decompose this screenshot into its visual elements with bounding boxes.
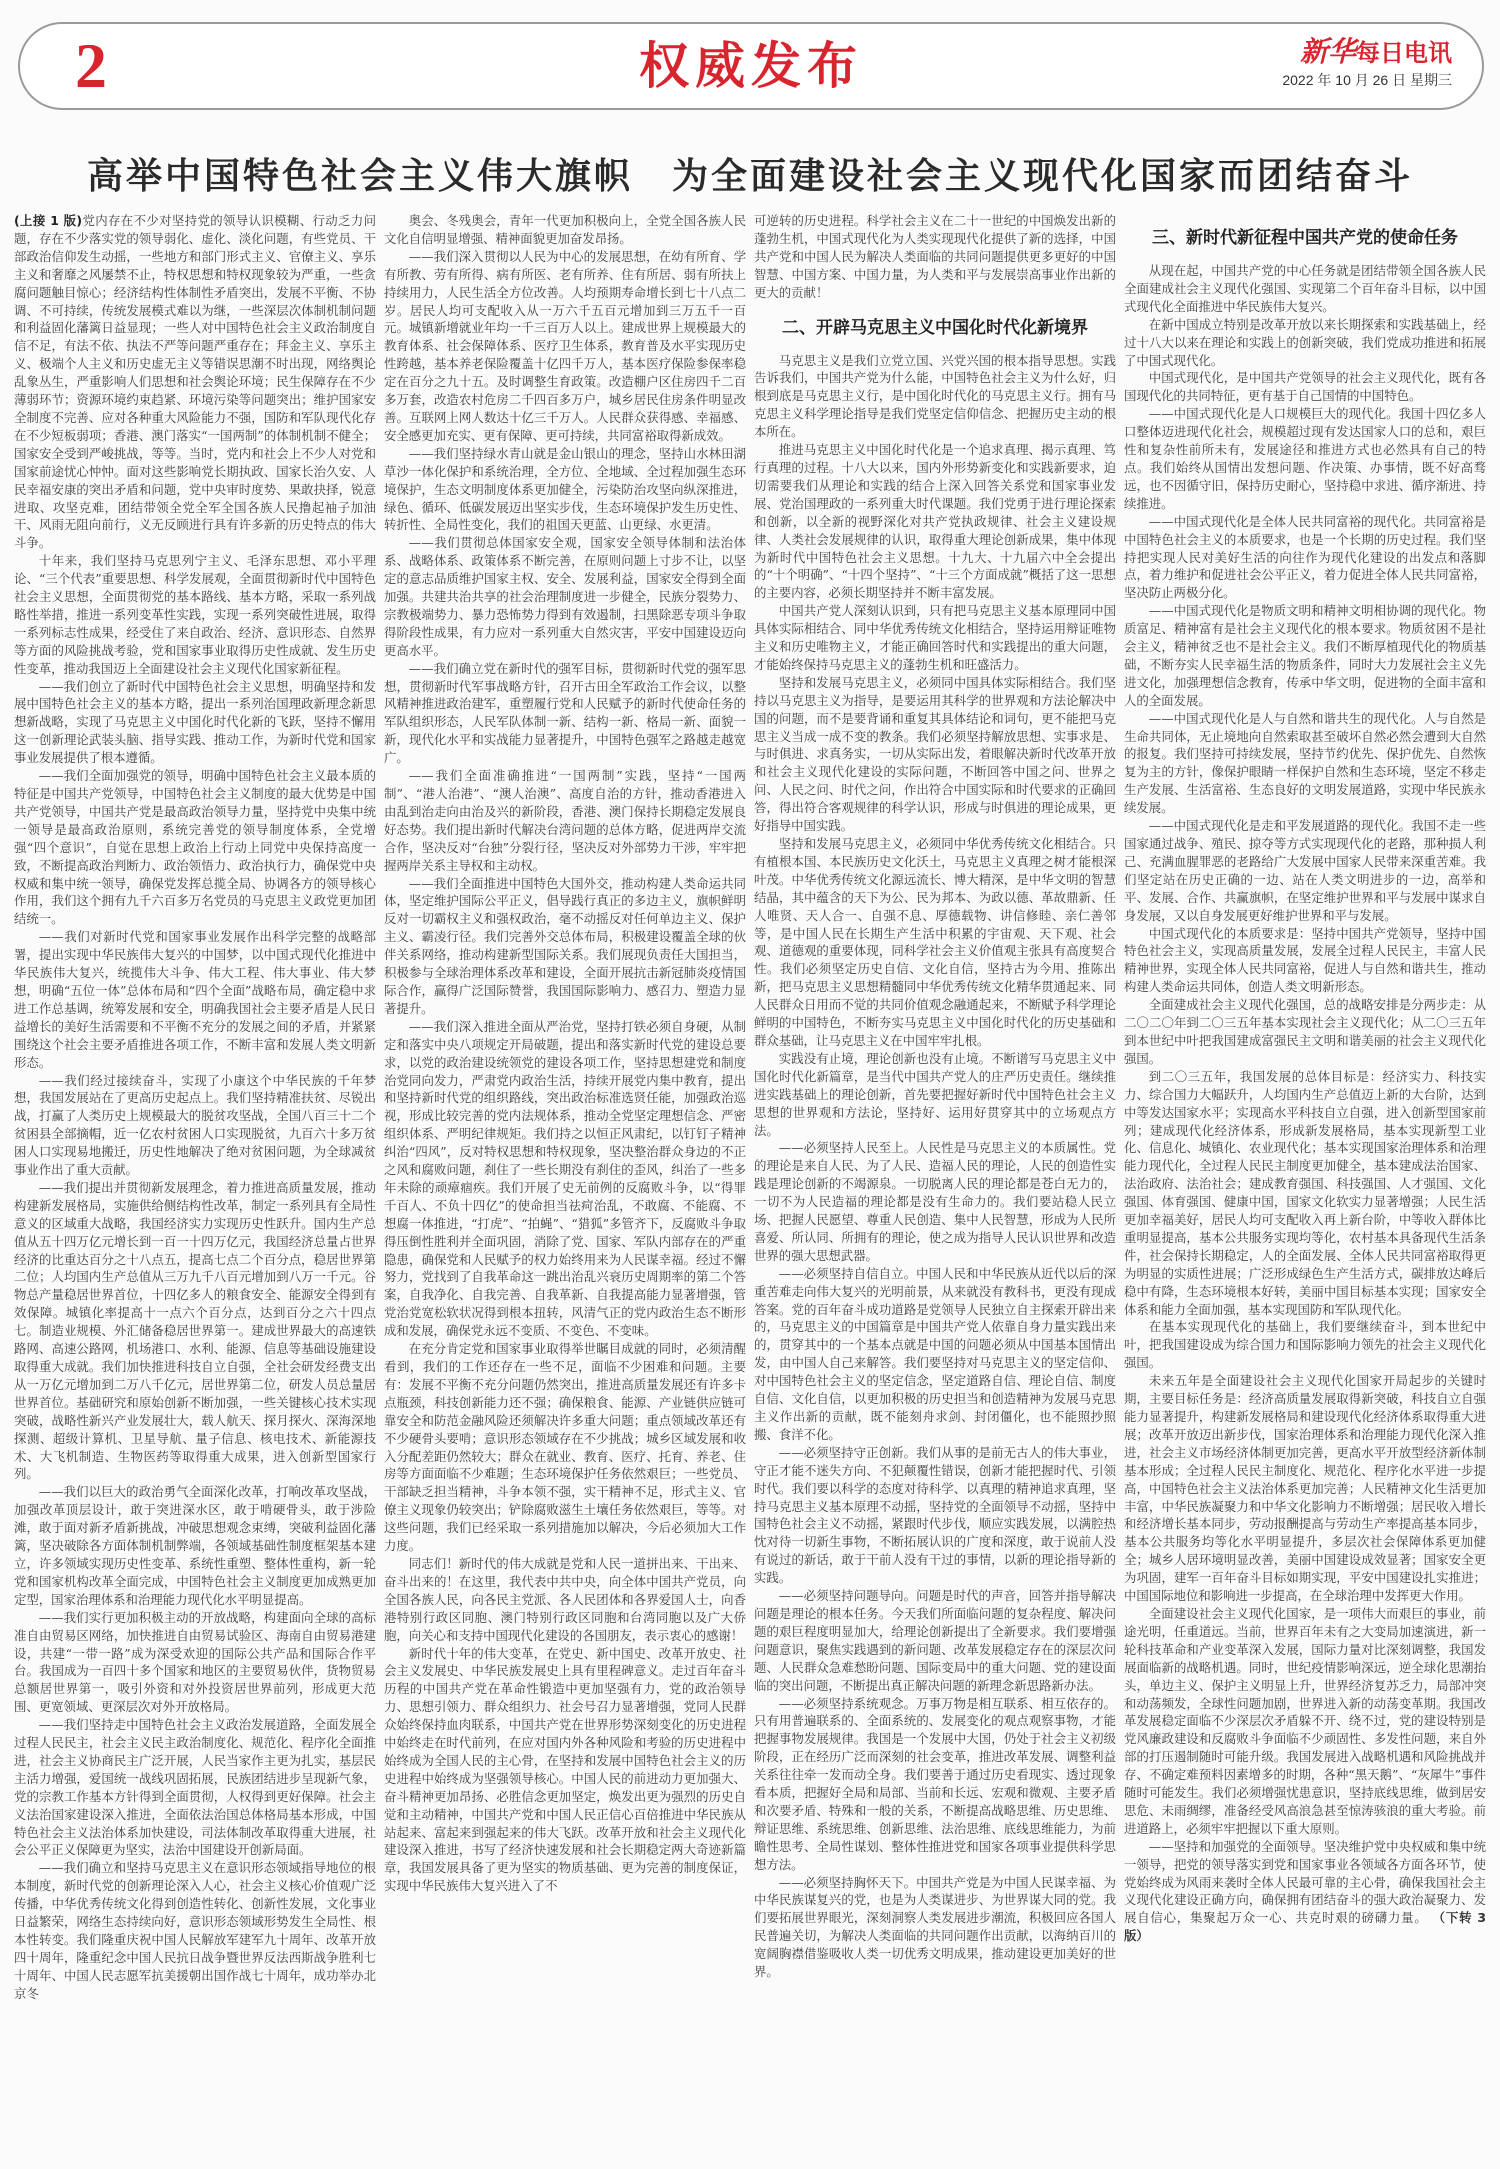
article-columns <box>14 212 1486 2162</box>
issue-date: 2022 年 10 月 26 日 星期三 <box>1282 72 1452 88</box>
section-subhead: 二、开辟马克思主义中国化时代化新境界 <box>782 317 1088 338</box>
paragraph: ——我们经过接续奋斗，实现了小康这个中华民族的千年梦想，我国发展站在了更高历史起点上。我们坚持精准扶贫、尽锐出战，打赢了人类历史上规模最大的脱贫攻坚战，全国八百三十二个贫困县全部摘帽，近一亿农村贫困人口实现脱贫，九百六十多万贫困人口实现易地搬迁，历史性地解决了绝对贫困问题，为全球减贫事业作出了重大贡献。 <box>14 1072 376 1178</box>
paragraph: 十年来，我们坚持马克思列宁主义、毛泽东思想、邓小平理论、“三个代表”重要思想、科学发展观，全面贯彻新时代中国特色社会主义思想，全面贯彻党的基本路线、基本方略，采取一系列战略性举措，推进一系列变革性实践，实现一系列突破性进展，取得一系列标志性成果，经受住了来自政治、经济、意识形态、自然界等方面的风险挑战考验，党和国家事业取得历史性成就、发生历史性变革，推动我国迈上全面建设社会主义现代化国家新征程。 <box>14 553 376 676</box>
paragraph: 在基本实现现代化的基础上，我们要继续奋斗，到本世纪中叶，把我国建设成为综合国力和国际影响力领先的社会主义现代化强国。 <box>1124 1319 1486 1371</box>
paragraph: 在新中国成立特别是改革开放以来长期探索和实践基础上，经过十八大以来在理论和实践上的创新突破，我们党成功推进和拓展了中国式现代化。 <box>1124 316 1486 368</box>
paragraph: 在充分肯定党和国家事业取得举世瞩目成就的同时，必须清醒看到，我们的工作还存在一些不足，面临不少困难和问题。主要有：发展不平衡不充分问题仍然突出，推进高质量发展还有许多卡点瓶颈，科技创新能力还不强；确保粮食、能源、产业链供应链可靠安全和防范金融风险还须解决许多重大问题；重点领域改革还有不少硬骨头要啃；意识形态领域存在不少挑战；城乡区域发展和收入分配差距仍然较大；群众在就业、教育、医疗、托育、养老、住房等方面面临不少难题；生态环境保护任务依然艰巨；一些党员、干部缺乏担当精神，斗争本领不强，实干精神不足，形式主义、官僚主义现象仍较突出；铲除腐败滋生土壤任务依然艰巨，等等。对这些问题，我们已经采取一系列措施加以解决，今后必须加大工作力度。 <box>384 1341 746 1554</box>
column-2 <box>384 212 746 2162</box>
brand-block <box>1282 36 1452 91</box>
paragraph: ——我们全面准确推进“一国两制”实践，坚持“一国两制”、“港人治港”、“澳人治澳”、高度自治的方针，推动香港进入由乱到治走向由治及兴的新阶段，香港、澳门保持长期稳定发展良好态势。我们提出新时代解决台湾问题的总体方略，促进两岸交流合作，坚决反对“台独”分裂行径，坚决反对外部势力干涉，牢牢把握两岸关系主导权和主动权。 <box>384 768 746 873</box>
paragraph: 可逆转的历史进程。科学社会主义在二十一世纪的中国焕发出新的蓬勃生机，中国式现代化为人类实现现代化提供了新的选择，中国共产党和中国人民为解决人类面临的共同问题提供更多更好的中国智慧、中国方案、中国力量，为人类和平与发展崇高事业作出新的更大的贡献！ <box>754 213 1116 300</box>
paragraph: 中国共产党人深刻认识到，只有把马克思主义基本原理同中国具体实际相结合、同中华优秀传统文化相结合，坚持运用辩证唯物主义和历史唯物主义，才能正确回答时代和实践提出的重大问题，才能始终保持马克思主义的蓬勃生机和旺盛活力。 <box>754 603 1116 672</box>
paragraph: 奥会、冬残奥会，青年一代更加积极向上，全党全国各族人民文化自信明显增强、精神面貌更加奋发昂扬。 <box>384 213 746 246</box>
paragraph: ——中国式现代化是人与自然和谐共生的现代化。人与自然是生命共同体，无止境地向自然索取甚至破坏自然必然会遭到大自然的报复。我们坚持可持续发展，坚持节约优先、保护优先、自然恢复为主的方针，像保护眼睛一样保护自然和生态环境，坚定不移走生产发展、生活富裕、生态良好的文明发展道路，实现中华民族永续发展。 <box>1124 710 1486 816</box>
paragraph: ——我们创立了新时代中国特色社会主义思想，明确坚持和发展中国特色社会主义的基本方略，提出一系列治国理政新理念新思想新战略，实现了马克思主义中国化时代化新的飞跃，坚持不懈用这一创新理论武装头脑、指导实践、推动工作，为新时代党和国家事业发展提供了根本遵循。 <box>14 678 376 766</box>
continued-on-label: （下转 3 版） <box>1124 1910 1486 1944</box>
brand-name: 每日电讯 <box>1356 38 1452 67</box>
continued-from-label: (上接 1 版) <box>14 213 83 228</box>
column-1 <box>14 212 376 2162</box>
paragraph: (上接 1 版)党内存在不少对坚持党的领导认识模糊、行动乏力问题，存在不少落实党的领导弱化、虚化、淡化问题，有些党员、干部政治信仰发生动摇，一些地方和部门形式主义、官僚主义、享乐主义和奢靡之风屡禁不止，特权思想和特权现象较为严重，一些贪腐问题触目惊心；经济结构性体制性矛盾突出，发展不平衡、不协调、不可持续，传统发展模式难以为继，一些深层次体制机制问题和利益固化藩篱日益显现；一些人对中国特色社会主义政治制度自信不足，有法不依、执法不严等问题严重存在；拜金主义、享乐主义、极端个人主义和历史虚无主义等错误思潮不时出现，网络舆论乱象丛生，严重影响人们思想和社会舆论环境；民生保障存在不少薄弱环节；资源环境约束趋紧、环境污染等问题突出；维护国家安全制度不完善、应对各种重大风险能力不强，国防和军队现代化存在不少短板弱项；香港、澳门落实“一国两制”的体制机制不健全；国家安全受到严峻挑战，等等。当时，党内和社会上不少人对党和国家前途忧心忡忡。面对这些影响党长期执政、国家长治久安、人民幸福安康的突出矛盾和问题，党中央审时度势、果敢抉择，锐意进取、攻坚克难，团结带领全党全军全国各族人民撸起袖子加油干、风雨无阻向前行，义无反顾进行具有许多新的历史特点的伟大斗争。 <box>14 213 376 551</box>
paragraph: ——中国式现代化是全体人民共同富裕的现代化。共同富裕是中国特色社会主义的本质要求，也是一个长期的历史过程。我们坚持把实现人民对美好生活的向往作为现代化建设的出发点和落脚点，着力维护和促进社会公平正义，着力促进全体人民共同富裕，坚决防止两极分化。 <box>1124 513 1486 601</box>
paragraph: 新时代十年的伟大变革，在党史、新中国史、改革开放史、社会主义发展史、中华民族发展史上具有里程碑意义。走过百年奋斗历程的中国共产党在革命性锻造中更加坚强有力，党的政治领导力、思想引领力、群众组织力、社会号召力显著增强，党同人民群众始终保持血肉联系，中国共产党在世界形势深刻变化的历史进程中始终走在时代前列，在应对国内外各种风险和考验的历史进程中始终成为全国人民的主心骨，在坚持和发展中国特色社会主义的历史进程中始终成为坚强领导核心。中国人民的前进动力更加强大、奋斗精神更加昂扬、必胜信念更加坚定，焕发出更为强烈的历史自觉和主动精神，中国共产党和中国人民正信心百倍推进中华民族从站起来、富起来到强起来的伟大飞跃。改革开放和社会主义现代化建设深入推进，书写了经济快速发展和社会长期稳定两大奇迹新篇章，我国发展具备了更为坚实的物质基础、更为完善的制度保证，实现中华民族伟大复兴进入了不 <box>384 1645 746 1894</box>
paragraph: ——我们全面推进中国特色大国外交，推动构建人类命运共同体，坚定维护国际公平正义，倡导践行真正的多边主义，旗帜鲜明反对一切霸权主义和强权政治，毫不动摇反对任何单边主义、保护主义、霸凌行径。我们完善外交总体布局，积极建设覆盖全球的伙伴关系网络，推动构建新型国际关系。我们展现负责任大国担当，积极参与全球治理体系改革和建设，全面开展抗击新冠肺炎疫情国际合作，赢得广泛国际赞誉，我国国际影响力、感召力、塑造力显著提升。 <box>384 875 746 1016</box>
paragraph: 到二〇三五年，我国发展的总体目标是：经济实力、科技实力、综合国力大幅跃升，人均国内生产总值迈上新的大台阶，达到中等发达国家水平；实现高水平科技自立自强，进入创新型国家前列；建成现代化经济体系，形成新发展格局，基本实现新型工业化、信息化、城镇化、农业现代化；基本实现国家治理体系和治理能力现代化，全过程人民民主制度更加健全，基本建成法治国家、法治政府、法治社会；建成教育强国、科技强国、人才强国、文化强国、体育强国、健康中国，国家文化软实力显著增强；人民生活更加幸福美好，居民人均可支配收入再上新台阶，中等收入群体比重明显提高，基本公共服务实现均等化，农村基本具备现代生活条件，社会保持长期稳定，人的全面发展、全体人民共同富裕取得更为明显的实质性进展；广泛形成绿色生产生活方式，碳排放达峰后稳中有降，生态环境根本好转，美丽中国目标基本实现；国家安全体系和能力全面加强，基本实现国防和军队现代化。 <box>1124 1068 1486 1317</box>
paragraph: 未来五年是全面建设社会主义现代化国家开局起步的关键时期，主要目标任务是：经济高质量发展取得新突破，科技自立自强能力显著提升，构建新发展格局和建设现代化经济体系取得重大进展；改革开放迈出新步伐，国家治理体系和治理能力现代化深入推进，社会主义市场经济体制更加完善，更高水平开放型经济新体制基本形成；全过程人民民主制度化、规范化、程序化水平进一步提高，中国特色社会主义法治体系更加完善；人民精神文化生活更加丰富，中华民族凝聚力和中华文化影响力不断增强；居民收入增长和经济增长基本同步，劳动报酬提高与劳动生产率提高基本同步，基本公共服务均等化水平明显提升，多层次社会保障体系更加健全；城乡人居环境明显改善，美丽中国建设成效显著；国家安全更为巩固，建军一百年奋斗目标如期实现，平安中国建设扎实推进；中国国际地位和影响进一步提高，在全球治理中发挥更大作用。 <box>1124 1373 1486 1604</box>
paragraph: ——必须坚持人民至上。人民性是马克思主义的本质属性。党的理论是来自人民、为了人民、造福人民的理论，人民的创造性实践是理论创新的不竭源泉。一切脱离人民的理论都是苍白无力的，一切不为人民造福的理论都是没有生命力的。我们要站稳人民立场、把握人民愿望、尊重人民创造、集中人民智慧，形成为人民所喜爱、所认同、所拥有的理论，使之成为指导人民认识世界和改造世界的强大思想武器。 <box>754 1140 1116 1263</box>
paragraph: 推进马克思主义中国化时代化是一个追求真理、揭示真理、笃行真理的过程。十八大以来，国内外形势新变化和实践新要求，迫切需要我们从理论和实践的结合上深入回答关系党和国家事业发展、党治国理政的一系列重大时代课题。我们党勇于进行理论探索和创新，以全新的视野深化对共产党执政规律、社会主义建设规律、人类社会发展规律的认识，取得重大理论创新成果，集中体现为新时代中国特色社会主义思想。十九大、十九届六中全会提出的“十个明确”、“十四个坚持”、“十三个方面成就”概括了这一思想的主要内容，必须长期坚持并不断丰富发展。 <box>754 442 1116 601</box>
paragraph: ——我们坚持绿水青山就是金山银山的理念，坚持山水林田湖草沙一体化保护和系统治理，全方位、全地域、全过程加强生态环境保护，生态文明制度体系更加健全，污染防治攻坚向纵深推进，绿色、循环、低碳发展迈出坚实步伐，生态环境保护发生历史性、转折性、全局性变化，我们的祖国天更蓝、山更绿、水更清。 <box>384 445 746 533</box>
paragraph: 中国式现代化，是中国共产党领导的社会主义现代化，既有各国现代化的共同特征，更有基于自己国情的中国特色。 <box>1124 370 1486 404</box>
paragraph: ——我们确立党在新时代的强军目标，贯彻新时代党的强军思想，贯彻新时代军事战略方针，召开古田全军政治工作会议，以整风精神推进政治建军，重塑履行党和人民赋予的新时代使命任务的军队组织形态，人民军队体制一新、结构一新、格局一新、面貌一新，现代化水平和实战能力显著提升，中国特色强军之路越走越宽广。 <box>384 660 746 766</box>
paragraph: ——我们提出并贯彻新发展理念，着力推进高质量发展，推动构建新发展格局，实施供给侧结构性改革，制定一系列具有全局性意义的区域重大战略，我国经济实力实现历史性跃升。国内生产总值从五十四万亿元增长到一百一十四万亿元，我国经济总量占世界经济的比重达百分之十八点五，提高七点二个百分点，稳居世界第二位；人均国内生产总值从三万九千八百元增加到八万一千元。谷物总产量稳居世界首位，十四亿多人的粮食安全、能源安全得到有效保障。城镇化率提高十一点六个百分点，达到百分之六十四点七。制造业规模、外汇储备稳居世界第一。建成世界最大的高速铁路网、高速公路网，机场港口、水利、能源、信息等基础设施建设取得重大成就。我们加快推进科技自立自强，全社会研发经费支出从一万亿元增加到二万八千亿元，居世界第二位，研发人员总量居世界首位。基础研究和原始创新不断加强，一些关键核心技术实现突破，战略性新兴产业发展壮大，载人航天、探月探火、深海深地探测、超级计算机、卫星导航、量子信息、核电技术、新能源技术、大飞机制造、生物医药等取得重大成果，进入创新型国家行列。 <box>14 1179 376 1482</box>
paragraph: 全面建设社会主义现代化国家，是一项伟大而艰巨的事业，前途光明，任重道远。当前，世界百年未有之大变局加速演进，新一轮科技革命和产业变革深入发展，国际力量对比深刻调整，我国发展面临新的战略机遇。同时，世纪疫情影响深远，逆全球化思潮抬头，单边主义、保护主义明显上升，世界经济复苏乏力，局部冲突和动荡频发，全球性问题加剧，世界进入新的动荡变革期。我国改革发展稳定面临不少深层次矛盾躲不开、绕不过，党的建设特别是党风廉政建设和反腐败斗争面临不少顽固性、多发性问题，来自外部的打压遏制随时可能升级。我国发展进入战略机遇和风险挑战并存、不确定难预料因素增多的时期，各种“黑天鹅”、“灰犀牛”事件随时可能发生。我们必须增强忧患意识，坚持底线思维，做到居安思危、未雨绸缪，准备经受风高浪急甚至惊涛骇浪的重大考验。前进道路上，必须牢牢把握以下重大原则。 <box>1124 1605 1486 1836</box>
paragraph: 实践没有止境，理论创新也没有止境。不断谱写马克思主义中国化时代化新篇章，是当代中国共产党人的庄严历史责任。继续推进实践基础上的理论创新，首先要把握好新时代中国特色社会主义思想的世界观和方法论，坚持好、运用好贯穿其中的立场观点方法。 <box>754 1050 1116 1138</box>
paragraph: ——我们贯彻总体国家安全观，国家安全领导体制和法治体系、战略体系、政策体系不断完善，在原则问题上寸步不让，以坚定的意志品质维护国家主权、安全、发展利益，国家安全得到全面加强。共建共治共享的社会治理制度进一步健全，民族分裂势力、宗教极端势力、暴力恐怖势力得到有效遏制，扫黑除恶专项斗争取得阶段性成果，有力应对一系列重大自然灾害，平安中国建设迈向更高水平。 <box>384 535 746 658</box>
brand-script: 新华 <box>1299 35 1356 68</box>
paragraph: 坚持和发展马克思主义，必须同中华优秀传统文化相结合。只有植根本国、本民族历史文化沃土，马克思主义真理之树才能根深叶茂。中华优秀传统文化源远流长、博大精深，是中华文明的智慧结晶，其中蕴含的天下为公、民为邦本、为政以德、革故鼎新、任人唯贤、天人合一、自强不息、厚德载物、讲信修睦、亲仁善邻等，是中国人民在长期生产生活中积累的宇宙观、天下观、社会观、道德观的重要体现，同科学社会主义价值观主张具有高度契合性。我们必须坚定历史自信、文化自信，坚持古为今用、推陈出新，把马克思主义思想精髓同中华优秀传统文化精华贯通起来、同人民群众日用而不觉的共同价值观念融通起来，不断赋予科学理论鲜明的中国特色，不断夯实马克思主义中国化时代化的历史基础和群众基础，让马克思主义在中国牢牢扎根。 <box>754 836 1116 1048</box>
paragraph: ——必须坚持系统观念。万事万物是相互联系、相互依存的。只有用普遍联系的、全面系统的、发展变化的观点观察事物，才能把握事物发展规律。我国是一个发展中大国，仍处于社会主义初级阶段，正在经历广泛而深刻的社会变革，推进改革发展、调整利益关系往往牵一发而动全身。我们要善于通过历史看现实、透过现象看本质，把握好全局和局部、当前和长远、宏观和微观、主要矛盾和次要矛盾、特殊和一般的关系，不断提高战略思维、历史思维、辩证思维、系统思维、创新思维、法治思维、底线思维能力，为前瞻性思考、全局性谋划、整体性推进党和国家各项事业提供科学思想方法。 <box>754 1695 1116 1872</box>
paragraph: ——必须坚持问题导向。问题是时代的声音，回答并指导解决问题是理论的根本任务。今天我们所面临问题的复杂程度、解决问题的艰巨程度明显加大，给理论创新提出了全新要求。我们要增强问题意识，聚焦实践遇到的新问题、改革发展稳定存在的深层次问题、人民群众急难愁盼问题、国际变局中的重大问题、党的建设面临的突出问题，不断提出真正解决问题的新理念新思路新办法。 <box>754 1588 1116 1693</box>
section-subhead: 三、新时代新征程中国共产党的使命任务 <box>1152 228 1458 248</box>
paragraph: ——中国式现代化是人口规模巨大的现代化。我国十四亿多人口整体迈进现代化社会，规模超过现有发达国家人口的总和，艰巨性和复杂性前所未有，发展途径和推进方式也必然具有自己的特点。我们始终从国情出发想问题、作决策、办事情，既不好高骛远，也不因循守旧，保持历史耐心，坚持稳中求进、循序渐进、持续推进。 <box>1124 406 1486 511</box>
paragraph: 坚持和发展马克思主义，必须同中国具体实际相结合。我们坚持以马克思主义为指导，是要运用其科学的世界观和方法论解决中国的问题，而不是要背诵和重复其具体结论和词句，更不能把马克思主义当成一成不变的教条。我们必须坚持解放思想、实事求是、与时俱进、求真务实，一切从实际出发，着眼解决新时代改革开放和社会主义现代化建设的实际问题，不断回答中国之问、世界之问、人民之问、时代之问，作出符合中国实际和时代要求的正确回答，得出符合客观规律的科学认识，形成与时俱进的理论成果，更好指导中国实践。 <box>754 674 1116 834</box>
paragraph: ——我们确立和坚持马克思主义在意识形态领域指导地位的根本制度，新时代党的创新理论深入人心，社会主义核心价值观广泛传播，中华优秀传统文化得到创造性转化、创新性发展，文化事业日益繁荣，网络生态持续向好，意识形态领域形势发生全局性、根本性转变。我们隆重庆祝中国人民解放军建军九十周年、改革开放四十周年，隆重纪念中国人民抗日战争暨世界反法西斯战争胜利七十周年、中国人民志愿军抗美援朝出国作战七十周年，成功举办北京冬 <box>14 1860 376 2001</box>
paragraph: 全面建成社会主义现代化强国，总的战略安排是分两步走：从二〇二〇年到二〇三五年基本实现社会主义现代化；从二〇三五年到本世纪中叶把我国建成富强民主文明和谐美丽的社会主义现代化强国。 <box>1124 997 1486 1066</box>
column-4 <box>1124 212 1486 2162</box>
paragraph: ——必须坚持自信自立。中国人民和中华民族从近代以后的深重苦难走向伟大复兴的光明前景，从来就没有教科书，更没有现成答案。党的百年奋斗成功道路是党领导人民独立自主探索开辟出来的，马克思主义的中国篇章是中国共产党人依靠自身力量实践出来的，贯穿其中的一个基本点就是中国的问题必须从中国基本国情出发，由中国人自己来解答。我们要坚持对马克思主义的坚定信仰、对中国特色社会主义的坚定信念，坚定道路自信、理论自信、制度自信、文化自信，以更加积极的历史担当和创造精神为发展马克思主义作出新的贡献，既不能刻舟求剑、封闭僵化，也不能照抄照搬、食洋不化。 <box>754 1265 1116 1442</box>
paragraph: 从现在起，中国共产党的中心任务就是团结带领全国各族人民全面建成社会主义现代化强国、实现第二个百年奋斗目标，以中国式现代化全面推进中华民族伟大复兴。 <box>1124 263 1486 314</box>
paragraph: ——我们坚持走中国特色社会主义政治发展道路，全面发展全过程人民民主，社会主义民主政治制度化、规范化、程序化全面推进，社会主义协商民主广泛开展，人民当家作主更为扎实，基层民主活力增强，爱国统一战线巩固拓展，民族团结进步呈现新气象，党的宗教工作基本方针得到全面贯彻，人权得到更好保障。社会主义法治国家建设深入推进，全面依法治国总体格局基本形成，中国特色社会主义法治体系加快建设，司法体制改革取得重大进展，社会公平正义保障更为坚实，法治中国建设开创新局面。 <box>14 1717 376 1858</box>
main-headline: 高举中国特色社会主义伟大旗帜 为全面建设社会主义现代化国家而团结奋斗 <box>86 155 1413 197</box>
paragraph: 中国式现代化的本质要求是：坚持中国共产党领导，坚持中国特色社会主义，实现高质量发展，发展全过程人民民主，丰富人民精神世界，实现全体人民共同富裕，促进人与自然和谐共生，推动构建人类命运共同体，创造人类文明新形态。 <box>1124 925 1486 995</box>
column-3 <box>754 212 1116 2162</box>
paragraph: ——我们实行更加积极主动的开放战略，构建面向全球的高标准自由贸易区网络，加快推进自由贸易试验区、海南自由贸易港建设，共建“一带一路”成为深受欢迎的国际公共产品和国际合作平台。我国成为一百四十多个国家和地区的主要贸易伙伴，货物贸易总额居世界第一，吸引外资和对外投资居世界前列，形成更大范围、更宽领域、更深层次对外开放格局。 <box>14 1609 376 1715</box>
paragraph: ——我们全面加强党的领导，明确中国特色社会主义最本质的特征是中国共产党领导，中国特色社会主义制度的最大优势是中国共产党领导，中国共产党是最高政治领导力量，坚持党中央集中统一领导是最高政治原则，系统完善党的领导制度体系，全党增强“四个意识”，自觉在思想上政治上行动上同党中央保持高度一致，不断提高政治判断力、政治领悟力、政治执行力，确保党中央权威和集中统一领导，确保党发挥总揽全局、协调各方的领导核心作用，我们这个拥有九千六百多万名党员的马克思主义政党更加团结统一。 <box>14 768 376 927</box>
paragraph: ——必须坚持守正创新。我们从事的是前无古人的伟大事业，守正才能不迷失方向、不犯颠覆性错误，创新才能把握时代、引领时代。我们要以科学的态度对待科学、以真理的精神追求真理，坚持马克思主义基本原理不动摇，坚持党的全面领导不动摇，坚持中国特色社会主义不动摇，紧跟时代步伐，顺应实践发展，以满腔热忱对待一切新生事物，不断拓展认识的广度和深度，敢于说前人没有说过的新话，敢于干前人没有干过的事情，以新的理论指导新的实践。 <box>754 1444 1116 1586</box>
paragraph: ——我们深入推进全面从严治党，坚持打铁必须自身硬，从制定和落实中央八项规定开局破题，提出和落实新时代党的建设总要求，以党的政治建设统领党的建设各项工作，坚持思想建党和制度治党同向发力，严肃党内政治生活，持续开展党内集中教育，提出和坚持新时代党的组织路线，突出政治标准选贤任能，加强政治巡视，形成比较完善的党内法规体系，推动全党坚定理想信念、严密组织体系、严明纪律规矩。我们持之以恒正风肃纪，以钉钉子精神纠治“四风”，反对特权思想和特权现象，坚决整治群众身边的不正之风和腐败问题，刹住了一些长期没有刹住的歪风，纠治了一些多年未除的顽瘴痼疾。我们开展了史无前例的反腐败斗争，以“得罪千百人、不负十四亿”的使命担当祛疴治乱，不敢腐、不能腐、不想腐一体推进，“打虎”、“拍蝇”、“猎狐”多管齐下，反腐败斗争取得压倒性胜利并全面巩固，消除了党、国家、军队内部存在的严重隐患，确保党和人民赋予的权力始终用来为人民谋幸福。经过不懈努力，党找到了自我革命这一跳出治乱兴衰历史周期率的第二个答案，自我净化、自我完善、自我革新、自我提高能力显著增强，管党治党宽松软状况得到根本扭转，风清气正的党内政治生态不断形成和发展，确保党永远不变质、不变色、不变味。 <box>384 1018 746 1339</box>
page-number: 2 <box>75 30 107 101</box>
paragraph: ——中国式现代化是物质文明和精神文明相协调的现代化。物质富足、精神富有是社会主义现代化的根本要求。物质贫困不是社会主义，精神贫乏也不是社会主义。我们不断厚植现代化的物质基础，不断夯实人民幸福生活的物质条件，同时大力发展社会主义先进文化，加强理想信念教育，传承中华文明，促进物的全面丰富和人的全面发展。 <box>1124 603 1486 708</box>
paragraph: 同志们！新时代的伟大成就是党和人民一道拼出来、干出来、奋斗出来的！在这里，我代表中共中央，向全体中国共产党员，向全国各族人民，向各民主党派、各人民团体和各界爱国人士，向香港特别行政区同胞、澳门特别行政区同胞和台湾同胞以及广大侨胞，向关心和支持中国现代化建设的各国朋友，表示衷心的感谢！ <box>384 1555 746 1643</box>
brand-logo <box>1282 36 1452 69</box>
paragraph: ——我们深入贯彻以人民为中心的发展思想，在幼有所育、学有所教、劳有所得、病有所医、老有所养、住有所居、弱有所扶上持续用力，人民生活全方位改善。人均预期寿命增长到七十八点二岁。居民人均可支配收入从一万六千五百元增加到三万五千一百元。城镇新增就业年均一千三百万人以上。建成世界上规模最大的教育体系、社会保障体系、医疗卫生体系，教育普及水平实现历史性跨越，基本养老保险覆盖十亿四千万人，基本医疗保险参保率稳定在百分之九十五。及时调整生育政策。改造棚户区住房四千二百多万套，改造农村危房二千四百多万户，城乡居民住房条件明显改善。互联网上网人数达十亿三千万人。人民群众获得感、幸福感、安全感更加充实、更有保障、更可持续，共同富裕取得新成效。 <box>384 248 746 443</box>
paragraph: ——中国式现代化是走和平发展道路的现代化。我国不走一些国家通过战争、殖民、掠夺等方式实现现代化的老路，那种损人利己、充满血腥罪恶的老路给广大发展中国家人民带来深重苦难。我们坚定站在历史正确的一边、站在人类文明进步的一边，高举和平、发展、合作、共赢旗帜，在坚定维护世界和平与发展中谋求自身发展，又以自身发展更好维护世界和平与发展。 <box>1124 818 1486 923</box>
section-title: 权威发布 <box>639 36 863 95</box>
paragraph: ——必须坚持胸怀天下。中国共产党是为中国人民谋幸福、为中华民族谋复兴的党，也是为人类谋进步、为世界谋大同的党。我们要拓展世界眼光，深刻洞察人类发展进步潮流，积极回应各国人民普遍关切，为解决人类面临的共同问题作出贡献，以海纳百川的宽阔胸襟借鉴吸收人类一切优秀文明成果，推动建设更加美好的世界。 <box>754 1874 1116 1980</box>
paragraph: 马克思主义是我们立党立国、兴党兴国的根本指导思想。实践告诉我们，中国共产党为什么能，中国特色社会主义为什么好，归根到底是马克思主义行，是中国化时代化的马克思主义行。拥有马克思主义科学理论指导是我们党坚定信仰信念、把握历史主动的根本所在。 <box>754 352 1116 440</box>
masthead <box>18 22 1484 110</box>
paragraph: ——坚持和加强党的全面领导。坚决维护党中央权威和集中统一领导，把党的领导落实到党和国家事业各领域各方面各环节，使党始终成为风雨来袭时全体人民最可靠的主心骨，确保我国社会主义现代化建设正确方向，确保拥有团结奋斗的强大政治凝聚力、发展自信心，集聚起万众一心、共克时艰的磅礴力量。 （下转 3 版） <box>1124 1838 1486 1944</box>
paragraph: ——我们以巨大的政治勇气全面深化改革，打响改革攻坚战，加强改革顶层设计，敢于突进深水区，敢于啃硬骨头，敢于涉险滩，敢于面对新矛盾新挑战，冲破思想观念束缚，突破利益固化藩篱，坚决破除各方面体制机制弊端，各领域基础性制度框架基本建立，许多领域实现历史性变革、系统性重塑、整体性重构，新一轮党和国家机构改革全面完成，中国特色社会主义制度更加成熟更加定型，国家治理体系和治理能力现代化水平明显提高。 <box>14 1484 376 1607</box>
paragraph: ——我们对新时代党和国家事业发展作出科学完整的战略部署，提出实现中华民族伟大复兴的中国梦，以中国式现代化推进中华民族伟大复兴，统揽伟大斗争、伟大工程、伟大事业、伟大梦想，明确“五位一体”总体布局和“四个全面”战略布局，确定稳中求进工作总基调，统筹发展和安全，明确我国社会主要矛盾是人民日益增长的美好生活需要和不平衡不充分的发展之间的矛盾，并紧紧围绕这个社会主要矛盾推进各项工作，不断丰富和发展人类文明新形态。 <box>14 929 376 1070</box>
